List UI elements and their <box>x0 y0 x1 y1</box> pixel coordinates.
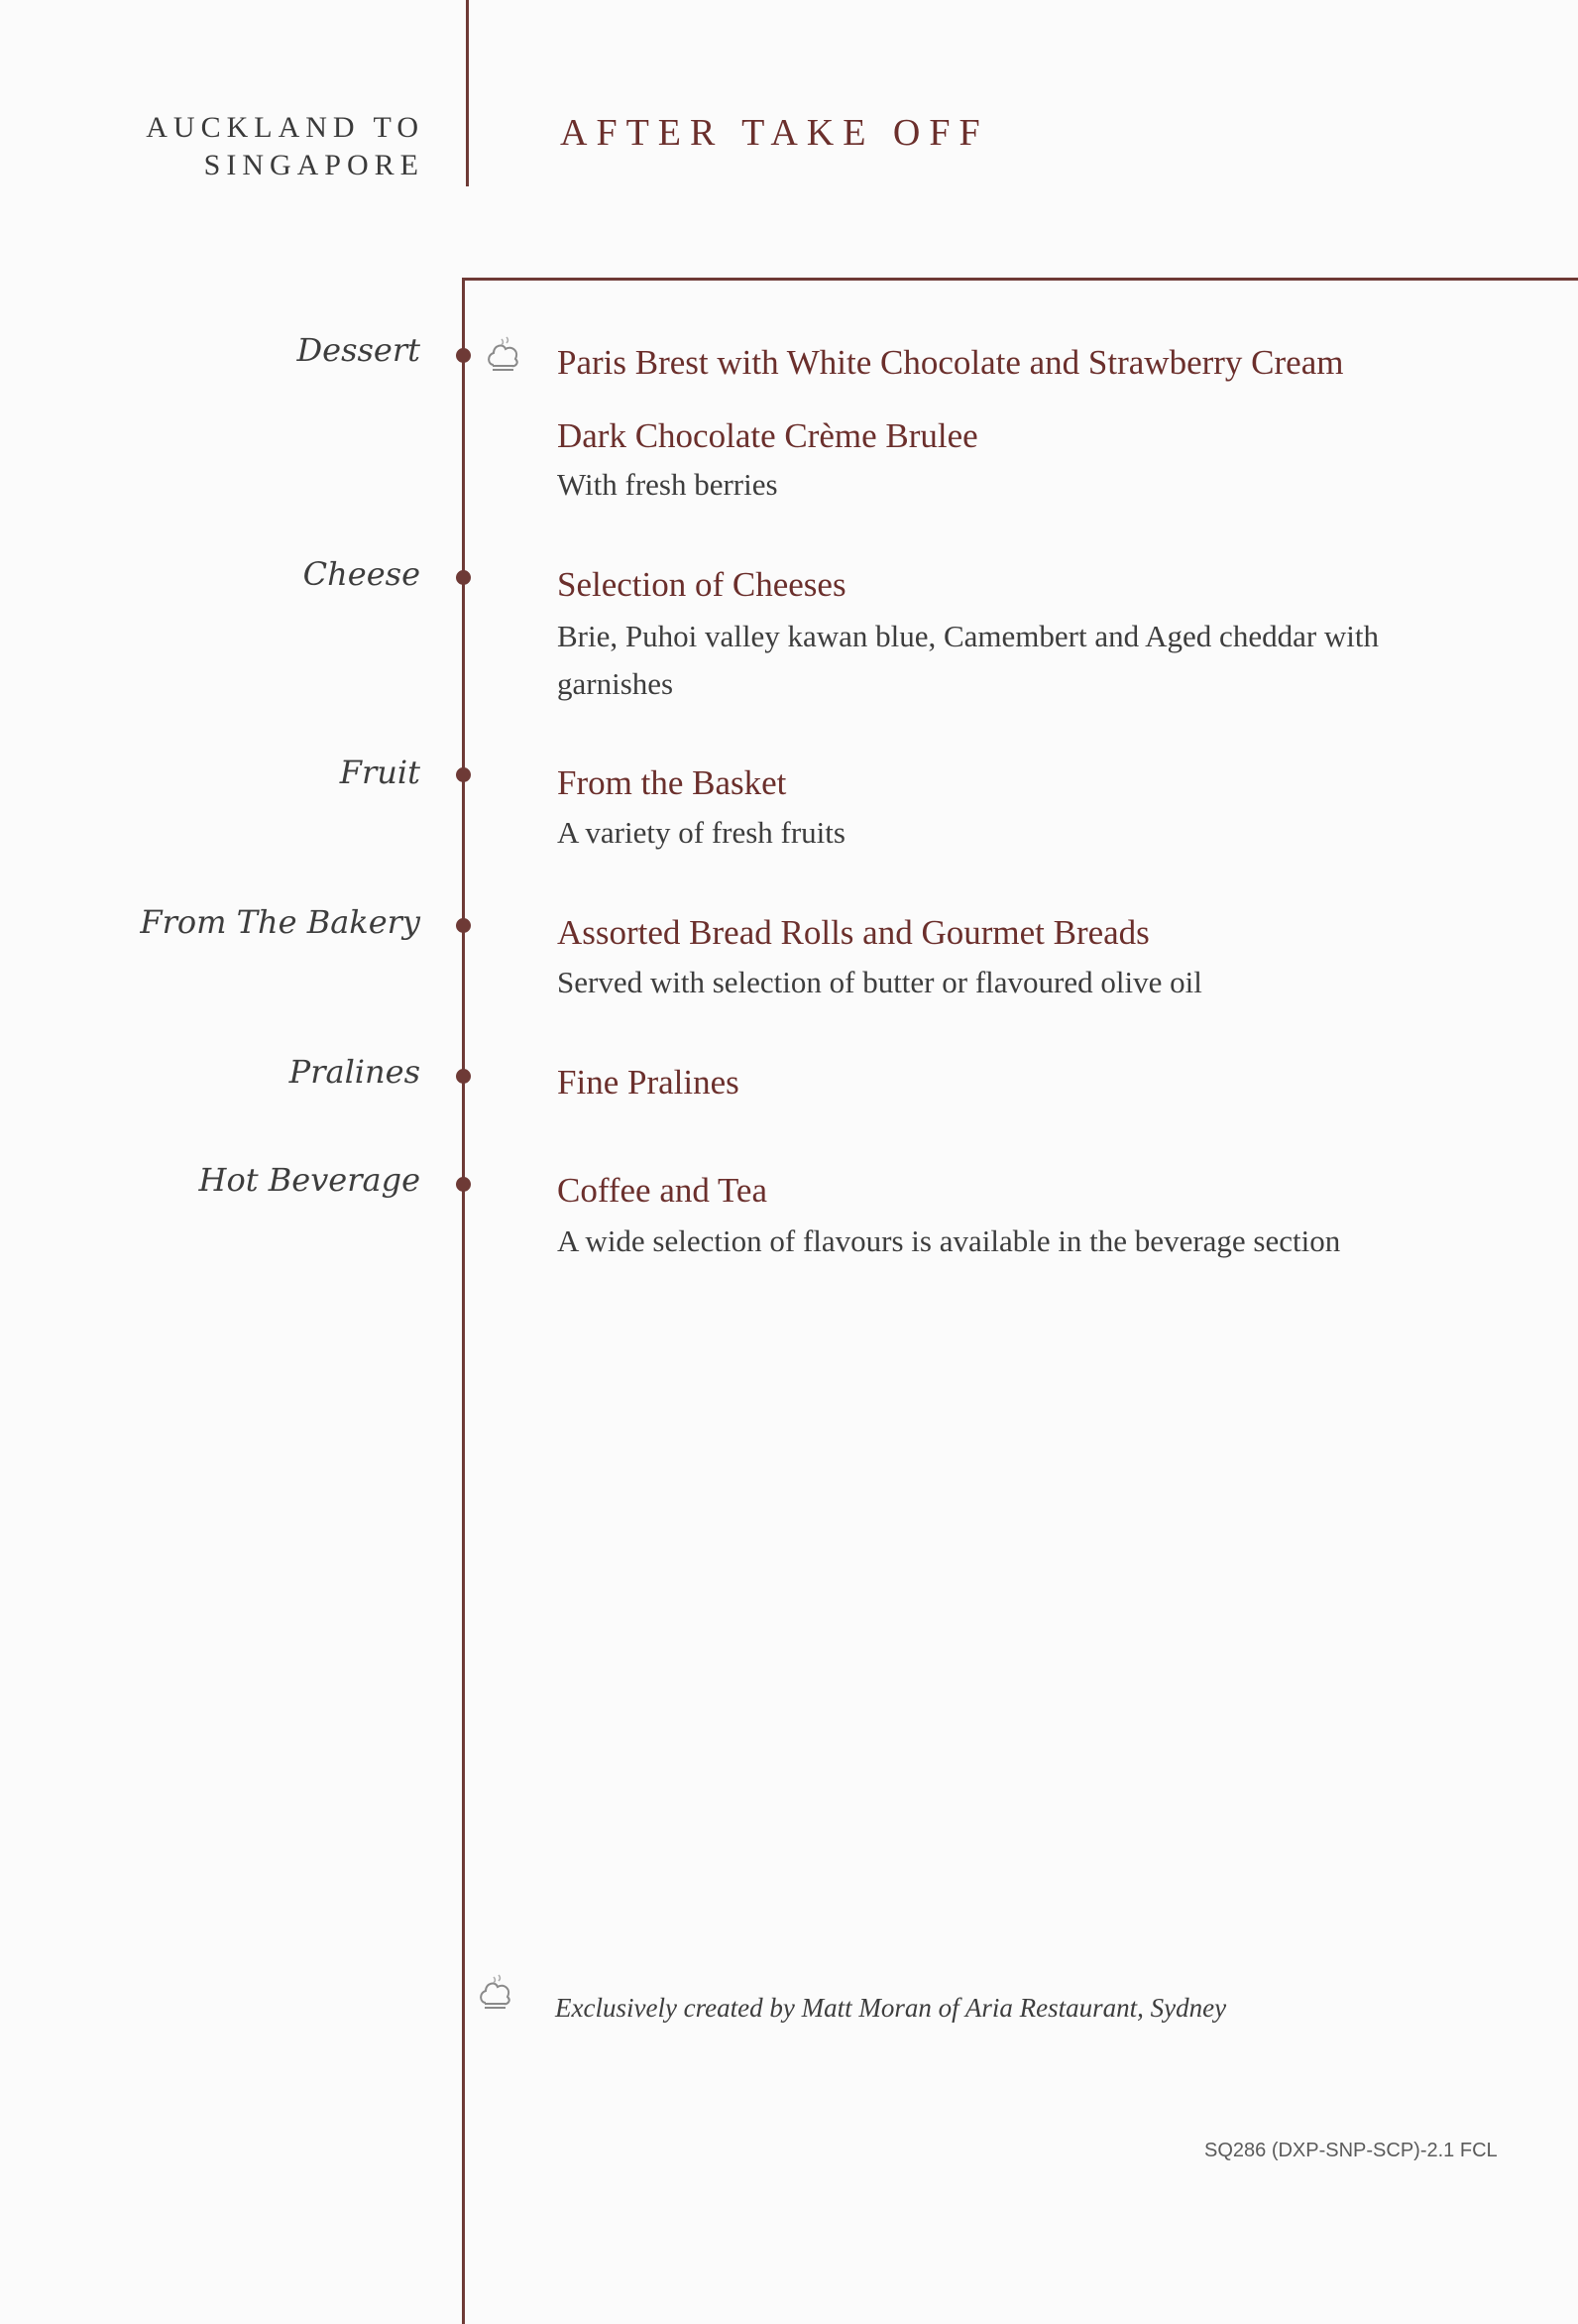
item-title-paris-brest: Paris Brest with White Chocolate and Strawberry Cream <box>557 343 1344 382</box>
item-title-cheeses: Selection of Cheeses <box>557 565 846 604</box>
timeline-dot-icon <box>456 1177 471 1192</box>
item-title-pralines: Fine Pralines <box>557 1063 739 1102</box>
item-desc-coffee-tea: A wide selection of flavours is available in the beverage section <box>557 1223 1341 1258</box>
route-destination: SINGAPORE <box>203 149 424 181</box>
course-label-pralines: Pralines <box>288 1053 420 1091</box>
item-title-coffee-tea: Coffee and Tea <box>557 1171 767 1210</box>
route-label <box>146 109 424 184</box>
chef-credit: Exclusively created by Matt Moran of Aria Restaurant, Sydney <box>555 1993 1227 2023</box>
timeline-top-rule <box>462 278 1578 281</box>
course-label-beverage: Hot Beverage <box>198 1161 420 1199</box>
item-desc-breads: Served with selection of butter or flavoured olive oil <box>557 965 1202 999</box>
course-label-cheese: Cheese <box>302 555 420 593</box>
course-label-fruit: Fruit <box>339 754 420 791</box>
chef-hat-icon <box>484 335 523 379</box>
item-title-breads: Assorted Bread Rolls and Gourmet Breads <box>557 913 1150 952</box>
item-title-basket: From the Basket <box>557 763 787 802</box>
section-title: AFTER TAKE OFF <box>560 112 989 154</box>
route-origin: AUCKLAND TO <box>146 111 424 144</box>
course-label-dessert: Dessert <box>296 331 420 369</box>
course-label-bakery: From The Bakery <box>140 903 420 941</box>
chef-hat-icon <box>476 1973 515 2017</box>
item-desc-cheeses: Brie, Puhoi valley kawan blue, Camembert and Aged cheddar with garnishes <box>557 619 1380 701</box>
timeline-dot-icon <box>456 1069 471 1084</box>
item-title-creme-brulee: Dark Chocolate Crème Brulee <box>557 416 978 455</box>
timeline-dot-icon <box>456 570 471 585</box>
timeline-dot-icon <box>456 918 471 933</box>
item-desc-creme-brulee: With fresh berries <box>557 467 778 502</box>
timeline-dot-icon <box>456 348 471 363</box>
item-desc-basket: A variety of fresh fruits <box>557 815 845 850</box>
menu-code: SQ286 (DXP-SNP-SCP)-2.1 FCL <box>1204 2140 1498 2161</box>
timeline-dot-icon <box>456 767 471 782</box>
header-divider <box>466 0 469 186</box>
